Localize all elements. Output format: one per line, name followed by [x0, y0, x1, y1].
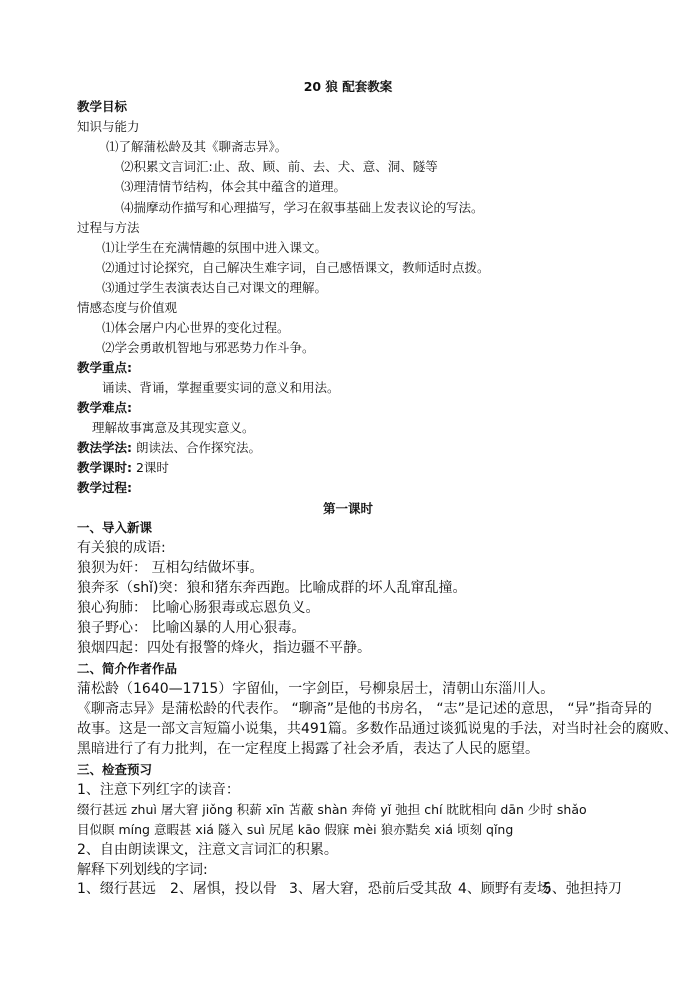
hours-line — [77, 460, 169, 476]
idiom-item: 狼子野心： 比喻凶暴的人用心狠毒。 — [77, 620, 306, 636]
author-line: 故事。这是一部文言短篇小说集，共491篇。多数作品通过谈狐说鬼的手法，对当时社会的腐败、 — [77, 721, 678, 737]
process-item: ⑶通过学生表演表达自己对课文的理解。 — [102, 280, 328, 295]
explain-item: 4、顾野有麦场 — [458, 881, 551, 897]
hours-text: 2课时 — [135, 460, 169, 475]
emotion-item: ⑴体会屠户内心世界的变化过程。 — [102, 320, 290, 335]
key-points-text: 诵读、背诵，掌握重要实词的意义和用法。 — [102, 380, 340, 395]
idiom-item: 狼狈为奸： 互相勾结做坏事。 — [77, 560, 264, 576]
heading-procedure: 教学过程: — [77, 480, 132, 495]
heading-emotion: 情感态度与价值观 — [77, 300, 178, 315]
knowledge-item: ⑷揣摩动作描写和心理描写，学习在叙事基础上发表议论的写法。 — [121, 200, 484, 215]
knowledge-item: ⑵积累文言词汇:止、敌、顾、前、去、犬、意、洞、隧等 — [121, 159, 438, 174]
idiom-item: 狼奔豕（shǐ)突：狼和猪东奔西跑。比喻成群的坏人乱窜乱撞。 — [77, 580, 467, 596]
process-item: ⑵通过讨论探究，自己解决生难字词，自己感悟课文，教师适时点拨。 — [102, 260, 490, 275]
explain-item: 5、弛担持刀 — [543, 881, 622, 897]
first-lesson-title: 第一课时 — [322, 501, 373, 516]
explain-item: 1、缀行甚远 — [77, 881, 156, 897]
heading-part2: 二、简介作者作品 — [77, 661, 178, 676]
author-line: 黑暗进行了有力批判，在一定程度上揭露了社会矛盾，表达了人民的愿望。 — [77, 741, 539, 757]
idiom-item: 狼心狗肺： 比喻心肠狠毒或忘恩负义。 — [77, 600, 320, 616]
methods-text: 朗读法、合作探究法。 — [135, 440, 261, 455]
methods-label: 教法学法: — [77, 440, 132, 455]
explain-item: 3、屠大窘，恐前后受其敌 — [289, 881, 452, 897]
heading-part1: 一、导入新课 — [77, 520, 153, 535]
heading-part3: 三、检查预习 — [77, 762, 153, 777]
task2-text: 2、自由朗读课文，注意文言词汇的积累。 — [77, 842, 338, 858]
idiom-item: 狼烟四起：四处有报警的烽火，指边疆不平静。 — [77, 640, 371, 656]
idioms-intro: 有关狼的成语: — [77, 540, 166, 556]
pronunciation-line: 目似瞑 míng 意暇甚 xiá 隧入 suì 尻尾 kāo 假寐 mèi 狼亦黠矣 xiá 顷刻 qǐng — [77, 822, 514, 837]
task1-text: 1、注意下列红字的读音： — [77, 782, 240, 798]
author-line: 蒲松龄（1640—1715）字留仙，一字剑臣，号柳泉居士，清朝山东淄川人。 — [77, 681, 555, 697]
difficulty-text: 理解故事寓意及其现实意义。 — [92, 420, 255, 435]
hours-label: 教学课时: — [77, 460, 132, 475]
knowledge-item: ⑴了解蒲松龄及其《聊斋志异》。 — [106, 139, 288, 154]
heading-key-points: 教学重点: — [77, 360, 132, 375]
explain-item: 2、屠惧，投以骨 — [170, 881, 277, 897]
process-item: ⑴让学生在充满情趣的氛围中进入课文。 — [102, 240, 328, 255]
author-line: 《聊斋志异》是蒲松龄的代表作。 “聊斋”是他的书房名， “志”是记述的意思， “异”指奇异的 — [77, 701, 652, 717]
methods-line — [77, 440, 261, 456]
heading-process: 过程与方法 — [77, 220, 140, 235]
knowledge-item: ⑶理清情节结构，体会其中蕴含的道理。 — [121, 179, 347, 194]
heading-knowledge: 知识与能力 — [77, 119, 140, 134]
page-title: 20 狼 配套教案 — [303, 79, 393, 94]
pronunciation-line: 缀行甚远 zhuì 屠大窘 jiǒng 积薪 xīn 苫蔽 shàn 奔倚 yǐ 弛担 chí 眈眈相向 dān 少时 shǎo — [77, 802, 587, 817]
heading-difficulty: 教学难点: — [77, 400, 132, 415]
emotion-item: ⑵学会勇敢机智地与邪恶势力作斗争。 — [102, 340, 315, 355]
heading-objectives: 教学目标 — [77, 99, 128, 114]
task2-sub: 解释下列划线的字词: — [77, 862, 208, 878]
